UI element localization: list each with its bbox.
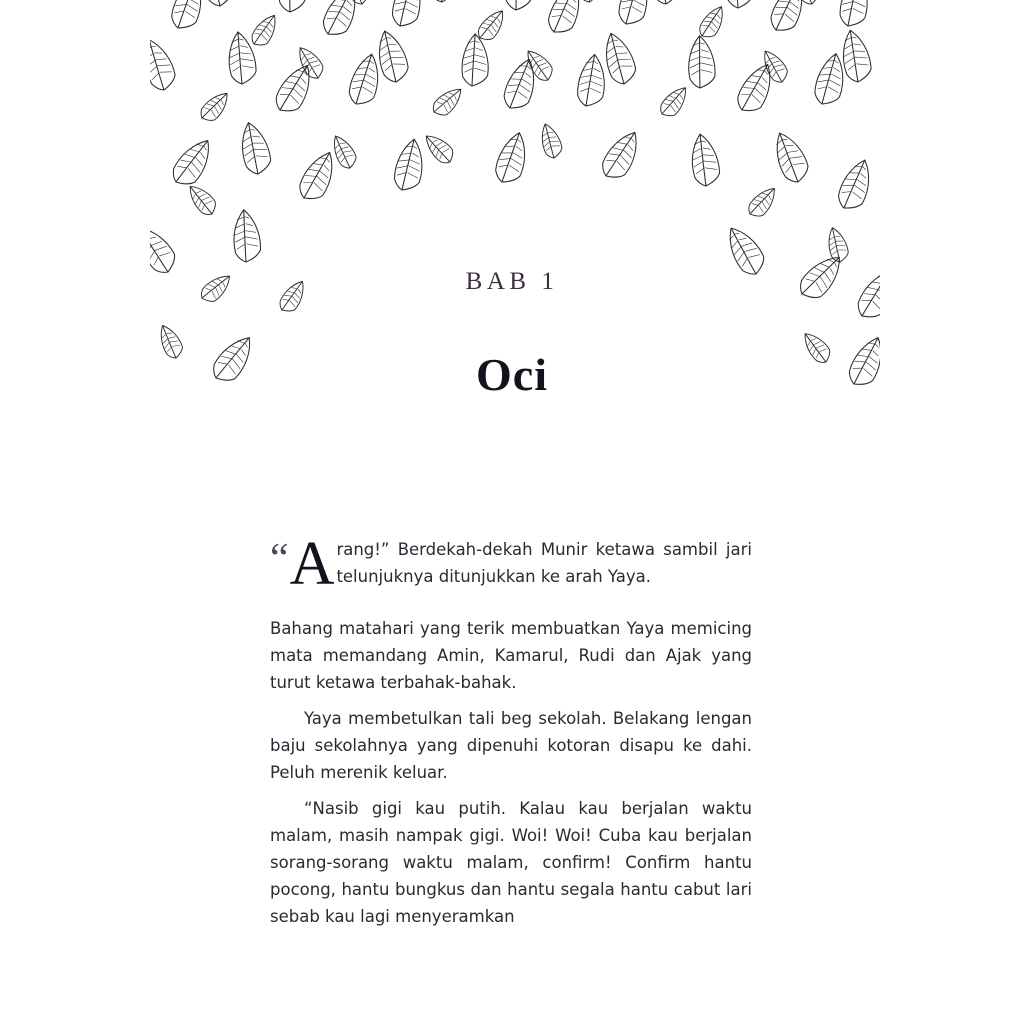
chapter-label: BAB 1: [465, 268, 559, 295]
drop-cap-letter: A: [289, 530, 335, 598]
paragraph: Bahang matahari yang terik membuatkan Yaya memicing mata memandang Amin, Kamarul, Rudi dan Ajak yang turut ketawa terbahak-bahak.: [270, 619, 752, 692]
paragraph: “Nasib gigi kau putih. Kalau kau berjalan waktu malam, masih nampak gigi. Woi! Woi! Cuba kau berjalan sorang-sorang waktu malam, confirm! Confirm hantu pocong, hantu bungkus dan hantu segala hantu cabut lari sebab kau lagi menyeramkan: [270, 799, 752, 926]
chapter-title: Oci: [476, 349, 548, 400]
open-quote-mark: “: [270, 536, 289, 582]
paragraph: Yaya membetulkan tali beg sekolah. Belakang lengan baju sekolahnya yang dipenuhi kotoran disapu ke dahi. Peluh merenik keluar.: [270, 709, 752, 782]
paragraph-first-text: rang!” Berdekah-dekah Munir ketawa sambil jari telunjuknya ditunjukkan ke arah Yaya.: [336, 540, 752, 586]
paragraph-first: [270, 530, 752, 614]
body-text: [270, 530, 752, 931]
falling-feathers-border-ornament: [150, 0, 880, 406]
